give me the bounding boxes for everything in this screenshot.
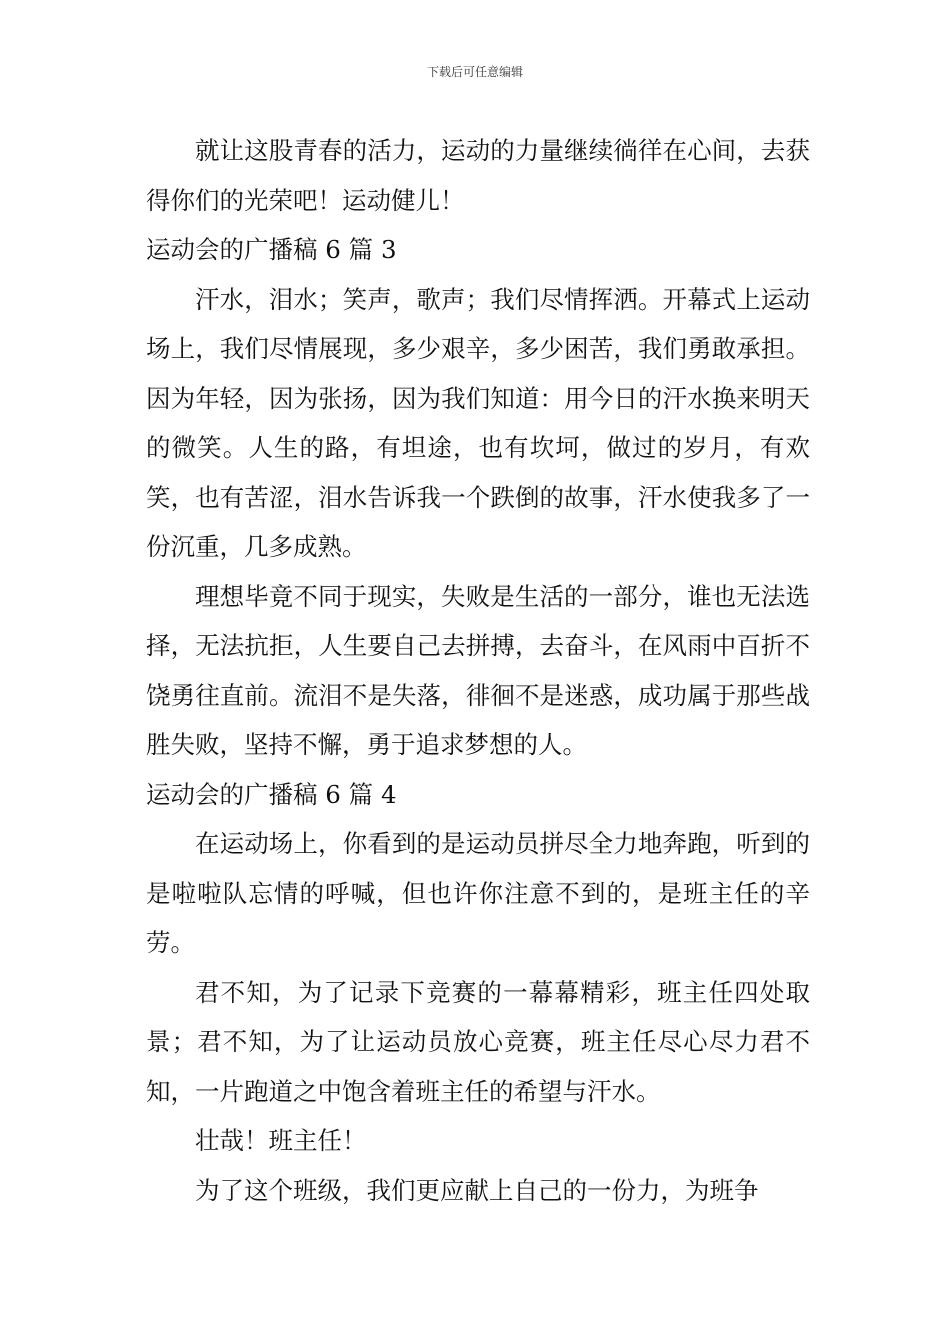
paragraph-5: 君不知，为了记录下竞赛的一幕幕精彩，班主任四处取景；君不知，为了让运动员放心竞赛，班主任尽心尽力君不知，一片跑道之中饱含着班主任的希望与汗水。: [146, 977, 810, 1106]
paragraph-7: 为了这个班级，我们更应献上自己的一份力，为班争: [195, 1175, 759, 1205]
document-body: [146, 126, 810, 1215]
paragraph-4: 在运动场上，你看到的是运动员拼尽全力地奔跑，听到的是啦啦队忘情的呼喊，但也许你注意不到的，是班主任的辛劳。: [146, 829, 810, 957]
paragraph-6: 壮哉！班主任！: [195, 1126, 367, 1155]
paragraph-3: 理想毕竟不同于现实，失败是生活的一部分，谁也无法选择，无法抗拒，人生要自己去拼搏，去奋斗，在风雨中百折不饶勇往直前。流泪不是失落，徘徊不是迷惑，成功属于那些战胜失败，坚持不懈，勇于追求梦想的人。: [146, 581, 810, 759]
section-heading-3: 运动会的广播稿 6 篇 3: [146, 235, 397, 264]
page-header-note: 下载后可任意编辑: [426, 65, 523, 79]
paragraph-2: 汗水，泪水；笑声，歌声；我们尽情挥洒。开幕式上运动场上，我们尽情展现，多少艰辛，多少困苦，我们勇敢承担。因为年轻，因为张扬，因为我们知道：用今日的汗水换来明天的微笑。人生的路，有坦途，也有坎坷，做过的岁月，有欢笑，也有苦涩，泪水告诉我一个跌倒的故事，汗水使我多了一份沉重，几多成熟。: [146, 284, 810, 561]
paragraph-1: 就让这股青春的活力，运动的力量继续徜徉在心间，去获得你们的光荣吧！运动健儿！: [146, 136, 810, 215]
section-heading-4: 运动会的广播稿 6 篇 4: [146, 779, 397, 809]
